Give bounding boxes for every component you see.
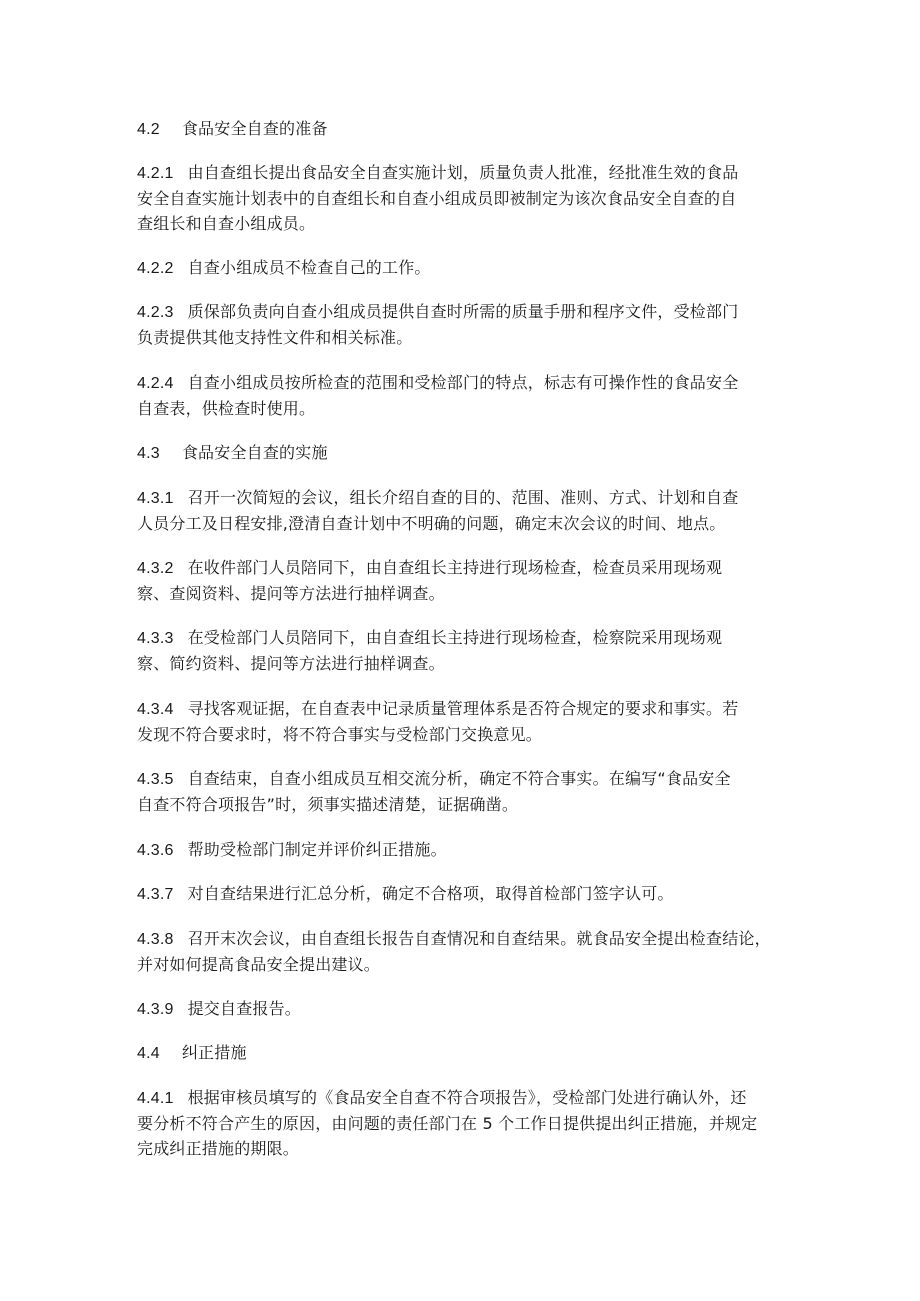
paragraph-line: 负责提供其他支持性文件和相关标准。 [137, 328, 413, 347]
section-title: 食品安全自查的实施 [181, 443, 328, 462]
paragraph-line: 自查小组成员不检查自己的工作。 [187, 258, 431, 277]
paragraph-4-3-6 [137, 837, 787, 863]
clause-number: 4.3.7 [137, 886, 174, 903]
paragraph-line: 自查结束，自查小组成员互相交流分析，确定不符合事实。在编写“食品安全 [187, 769, 731, 788]
paragraph-line: 帮助受检部门制定并评价纠正措施。 [187, 840, 447, 859]
paragraph-4-3-1 [137, 485, 787, 536]
paragraph-line: 发现不符合要求时，将不符合事实与受检部门交换意见。 [137, 725, 543, 744]
paragraph-line: 质保部负责向自查小组成员提供自查时所需的质量手册和程序文件，受检部门 [187, 302, 739, 321]
paragraph-line: 自查小组成员按所检查的范围和受检部门的特点，标志有可操作性的食品安全 [187, 373, 739, 392]
clause-number: 4.3.3 [137, 630, 174, 647]
paragraph-line: 查组长和自查小组成员。 [137, 214, 316, 233]
section-heading-4-2 [137, 116, 787, 142]
section-number: 4.2 [137, 121, 160, 138]
clause-number: 4.4.1 [137, 1090, 174, 1107]
paragraph-line: 完成纠正措施的期限。 [137, 1139, 300, 1158]
paragraph-line: 召开一次简短的会议，组长介绍自查的目的、范围、准则、方式、计划和自查 [187, 488, 739, 507]
clause-number: 4.3.2 [137, 560, 174, 577]
paragraph-line: 要分析不符合产生的原因，由问题的责任部门在 5 个工作日提供提出纠正措施，并规定 [137, 1114, 758, 1133]
paragraph-4-2-3 [137, 299, 787, 350]
clause-number: 4.3.5 [137, 771, 174, 788]
paragraph-4-2-2 [137, 255, 787, 281]
clause-number: 4.3.1 [137, 490, 174, 507]
paragraph-4-3-4 [137, 696, 787, 747]
paragraph-4-2-4 [137, 370, 787, 421]
clause-number: 4.2.1 [137, 165, 174, 182]
clause-number: 4.3.6 [137, 842, 174, 859]
paragraph-line: 在受检部门人员陪同下，由自查组长主持进行现场检查，检察院采用现场观 [187, 628, 723, 647]
paragraph-line: 在收件部门人员陪同下，由自查组长主持进行现场检查，检查员采用现场观 [187, 558, 723, 577]
section-heading-4-3 [137, 440, 787, 466]
paragraph-line: 召开末次会议，由自查组长报告自查情况和自查结果。就食品安全提出检查结论， [187, 929, 771, 948]
paragraph-line: 人员分工及日程安排,澄清自查计划中不明确的问题，确定末次会议的时间、地点。 [137, 514, 726, 533]
paragraph-4-3-3 [137, 625, 787, 676]
paragraph-4-3-7 [137, 881, 787, 907]
section-title: 食品安全自查的准备 [181, 119, 328, 138]
paragraph-4-2-1 [137, 160, 787, 236]
paragraph-line: 由自查组长提出食品安全自查实施计划，质量负责人批准，经批准生效的食品 [187, 163, 739, 182]
paragraph-4-3-5 [137, 766, 787, 817]
paragraph-line: 并对如何提高食品安全提出建议。 [137, 955, 381, 974]
paragraph-4-4-1 [137, 1085, 787, 1161]
paragraph-line: 寻找客观证据，在自查表中记录质量管理体系是否符合规定的要求和事实。若 [187, 699, 739, 718]
paragraph-4-3-8 [137, 926, 787, 977]
paragraph-line: 对自查结果进行汇总分析，确定不合格项，取得首检部门签字认可。 [187, 884, 674, 903]
paragraph-line: 提交自查报告。 [187, 999, 301, 1018]
clause-number: 4.2.2 [137, 260, 174, 277]
paragraph-4-3-2 [137, 555, 787, 606]
clause-number: 4.3.4 [137, 701, 174, 718]
paragraph-4-3-9 [137, 996, 787, 1022]
paragraph-line: 自查表，供检查时使用。 [137, 399, 316, 418]
clause-number: 4.2.3 [137, 304, 174, 321]
paragraph-line: 察、简约资料、提问等方法进行抽样调查。 [137, 654, 445, 673]
clause-number: 4.2.4 [137, 375, 174, 392]
section-title: 纠正措施 [181, 1043, 247, 1062]
paragraph-line: 察、查阅资料、提问等方法进行抽样调查。 [137, 584, 445, 603]
clause-number: 4.3.8 [137, 931, 174, 948]
paragraph-line: 自查不符合项报告”时，须事实描述清楚，证据确凿。 [137, 795, 519, 814]
section-heading-4-4 [137, 1040, 787, 1066]
paragraph-line: 安全自查实施计划表中的自查组长和自查小组成员即被制定为该次食品安全自查的自 [137, 189, 737, 208]
clause-number: 4.3.9 [137, 1001, 174, 1018]
section-number: 4.4 [137, 1045, 160, 1062]
section-number: 4.3 [137, 445, 160, 462]
paragraph-line: 根据审核员填写的《食品安全自查不符合项报告》，受检部门处进行确认外，还 [187, 1088, 747, 1107]
